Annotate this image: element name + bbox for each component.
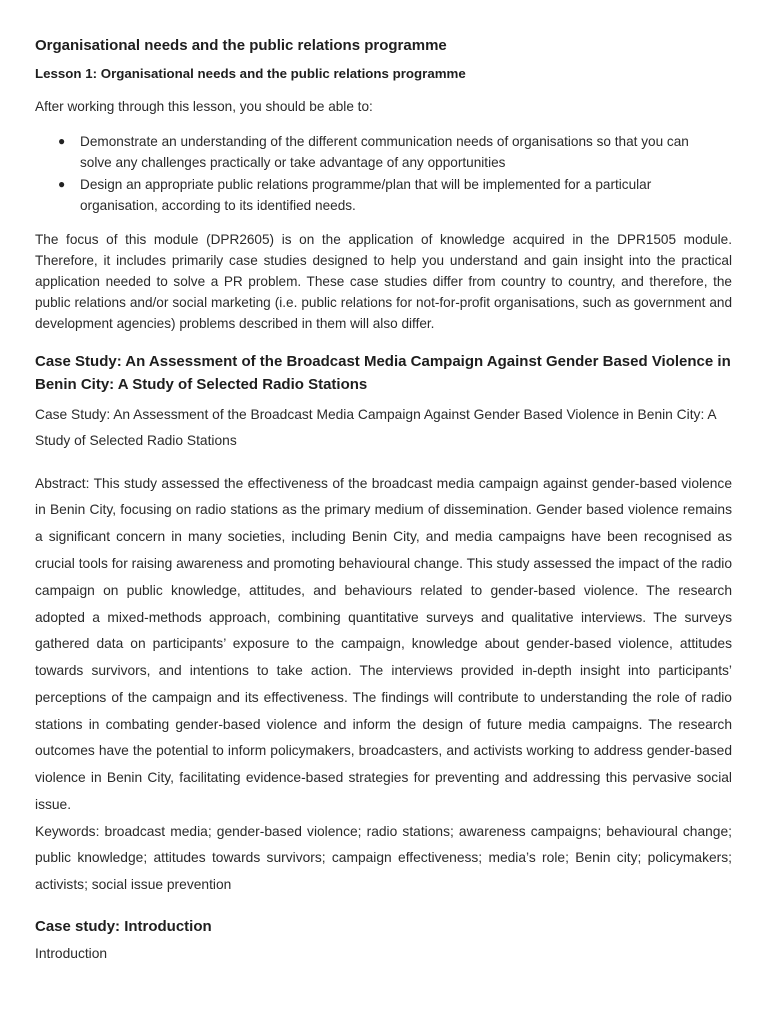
abstract-paragraph: Abstract: This study assessed the effectiveness of the broadcast media campaign against gender-based violence in Benin City, focusing on radio stations as the primary medium of dissemination. Gender based violence remains a significant concern in many societies, including Benin City, and media campaigns have been recognised as crucial tools for raising awareness and promoting behavioural change. This study assessed the impact of the radio campaign on public knowledge, attitudes, and behaviours related to gender-based violence. The research adopted a mixed-methods approach, combining quantitative surveys and qualitative interviews. The surveys gathered data on participants’ exposure to the campaign, knowledge about gender-based violence, attitudes towards survivors, and intentions to take action. The interviews provided in-depth insight into participants’ perceptions of the campaign and its effectiveness. The findings will contribute to understanding the role of radio stations in combating gender-based violence and inform the design of future media campaigns. The research outcomes have the potential to inform policymakers, broadcasters, and activists working to address gender-based violence in Benin City, facilitating evidence-based strategies for preventing and addressing this pervasive social issue. [35, 475, 732, 813]
objective-text: Design an appropriate public relations programme/plan that will be implemented for a particular organisation, according to its identified needs. [80, 176, 652, 213]
lesson-intro: After working through this lesson, you should be able to: [35, 99, 373, 114]
page-title: Organisational needs and the public relations programme [35, 37, 447, 54]
list-item [58, 174, 732, 217]
case-study-subtitle: Case Study: An Assessment of the Broadcast Media Campaign Against Gender Based Violence in Benin City: A Study of Selected Radio Stations [35, 406, 716, 448]
introduction-heading: Case study: Introduction [35, 918, 212, 936]
objectives-list [35, 131, 732, 217]
list-item [58, 131, 732, 174]
introduction-label: Introduction [35, 946, 108, 962]
objective-text: Demonstrate an understanding of the different communication needs of organisations so that you can solve any challenges practically or take advantage of any opportunities [80, 133, 689, 170]
module-focus-paragraph: The focus of this module (DPR2605) is on the application of knowledge acquired in the DPR1505 module. Therefore, it includes primarily case studies designed to help you understand and gain insight into the practical application needed to solve a PR problem. These case studies differ from country to country, and therefore, the public relations and/or social marketing (i.e. public relations for not-for-profit organisations, such as government and development agencies) problems described in them will also differ. [35, 231, 732, 332]
case-study-heading: Case Study: An Assessment of the Broadcast Media Campaign Against Gender Based Violence in Benin City: A Study of Selected Radio Stations [35, 352, 731, 394]
lesson-heading: Lesson 1: Organisational needs and the public relations programme [35, 66, 466, 81]
bullet-icon: ● [58, 176, 66, 191]
keywords-paragraph: Keywords: broadcast media; gender-based violence; radio stations; awareness campaigns; behavioural change; public knowledge; attitudes towards survivors; campaign effectiveness; media’s role; Benin city; policymakers; activists; social issue prevention [35, 823, 732, 892]
bullet-icon: ● [58, 133, 66, 148]
